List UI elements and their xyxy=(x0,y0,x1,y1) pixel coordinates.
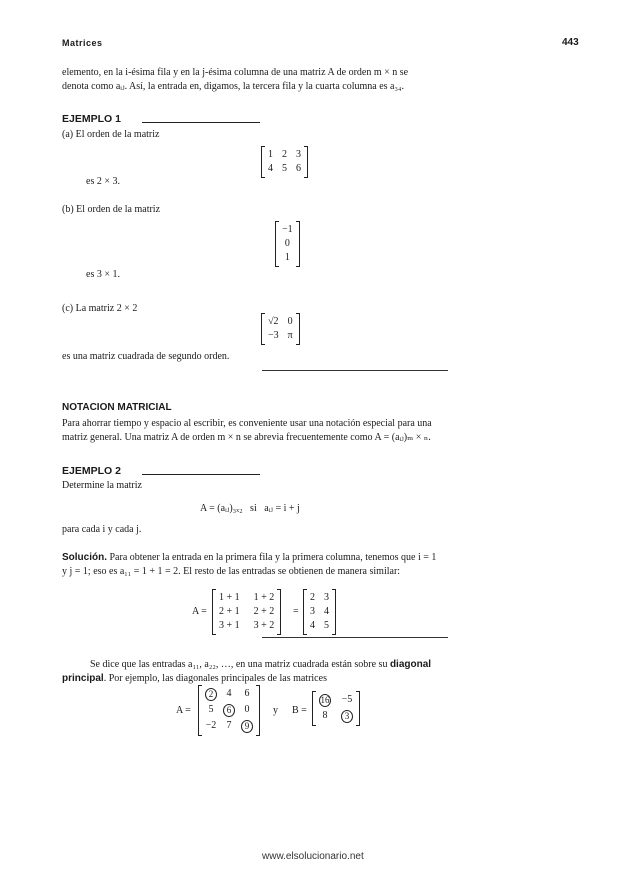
solucion-line-1 xyxy=(62,551,436,564)
matrix-b-lhs: B = xyxy=(292,705,307,716)
matrix-cell: 4 xyxy=(324,606,329,617)
ejemplo-2-para: para cada i y cada j. xyxy=(62,524,142,535)
sum-lhs: A = xyxy=(192,606,207,617)
diagonal-line-2 xyxy=(62,672,327,685)
left-bracket xyxy=(261,146,265,178)
diagonal-term: diagonal xyxy=(389,659,432,670)
matrix-cell: 1 + 2 xyxy=(253,592,275,603)
matrix-cell: 8 xyxy=(322,710,328,721)
matrix-cell: 3 + 2 xyxy=(253,620,275,631)
ejemplo-2-rule xyxy=(142,474,260,475)
matrix-cell: 1 xyxy=(284,252,290,263)
right-bracket xyxy=(277,589,281,635)
ejemplo-2-formula: A = (aᵢⱼ)₃ₓ₂ si aᵢⱼ = i + j xyxy=(200,503,300,514)
matrix-cell: −3 xyxy=(268,330,279,341)
footer-url: www.elsolucionario.net xyxy=(262,851,364,862)
matrix-cell: 4 xyxy=(310,620,315,631)
matrix-2x2 xyxy=(262,314,299,344)
matrix-cell: 2 xyxy=(205,688,217,701)
right-bracket xyxy=(304,146,308,178)
matrix-cell: 1 + 1 xyxy=(219,592,240,603)
left-bracket xyxy=(261,313,265,345)
left-bracket xyxy=(312,691,316,726)
matrix-cell: 16 xyxy=(320,695,330,705)
ejemplo-1a-label: (a) El orden de la matriz xyxy=(62,129,160,140)
matrix-cell: 4 xyxy=(268,163,273,174)
sum-matrix xyxy=(213,590,280,634)
left-bracket xyxy=(198,685,202,736)
ejemplo-2-prompt: Determine la matriz xyxy=(62,480,142,491)
notacion-line-1: Para ahorrar tiempo y espacio al escribir, es conveniente usar una notación especial para una xyxy=(62,418,432,429)
page-number: 443 xyxy=(562,37,579,48)
matrix-3x1 xyxy=(276,222,299,266)
matrix-cell: −2 xyxy=(205,720,217,731)
notacion-line-2: matriz general. Una matriz A de orden m × n se abrevia frecuentemente como A = (aᵢⱼ)ₘ × ₙ. xyxy=(62,432,431,443)
matrix-cell: 5 xyxy=(282,163,287,174)
ejemplo-1b-label: (b) El orden de la matriz xyxy=(62,204,161,215)
matrix-cell: 2 xyxy=(310,592,315,603)
left-bracket xyxy=(275,221,279,267)
left-bracket xyxy=(212,589,216,635)
diagonal-text-2b: . Por ejemplo, las diagonales principales de las matrices xyxy=(103,673,327,684)
matrix-cell: 2 + 2 xyxy=(253,606,275,617)
ejemplo-1c-result: es una matriz cuadrada de segundo orden. xyxy=(62,351,230,362)
diagonal-matrix-b xyxy=(313,692,359,725)
matrix-cell: 2 + 1 xyxy=(219,606,240,617)
ejemplo-1c-label: (c) La matriz 2 × 2 xyxy=(62,303,138,314)
matrix-cell: 6 xyxy=(223,704,235,717)
intro-line-1: elemento, en la i-ésima fila y en la j-ésima columna de una matriz A de orden m × n se xyxy=(62,67,409,78)
matrix-cell: 2 xyxy=(282,149,287,160)
matrix-cell: 5 xyxy=(324,620,329,631)
end-example-rule xyxy=(262,370,448,371)
matrix-cell: 0 xyxy=(287,316,293,327)
right-bracket xyxy=(296,313,300,345)
matrix-cell: 5 xyxy=(208,704,214,715)
matrix-cell: √2 xyxy=(268,316,279,327)
ejemplo-2-title: EJEMPLO 2 xyxy=(62,465,121,477)
intro-line-2: denota como aᵢⱼ. Así, la entrada en, digamos, la tercera fila y la cuarta columna es a₃₄. xyxy=(62,81,404,92)
right-bracket xyxy=(356,691,360,726)
solucion-label: Solución. xyxy=(62,552,107,563)
diagonal-text-1a: Se dice que las entradas a₁₁, a₂₂, …, en una matriz cuadrada están sobre su xyxy=(90,659,390,670)
matrix-cell: 7 xyxy=(226,720,232,731)
ejemplo-1-rule xyxy=(142,122,260,123)
matrix-cell: −1 xyxy=(282,224,293,235)
matrix-2x3 xyxy=(262,147,307,177)
matrix-cell: 6 xyxy=(296,163,301,174)
right-bracket xyxy=(332,589,336,635)
right-bracket xyxy=(296,221,300,267)
matrix-cell: 3 xyxy=(310,606,315,617)
solucion-text-1: Para obtener la entrada en la primera fila y la primera columna, tenemos que i = 1 xyxy=(107,552,437,563)
matrix-a-lhs: A = xyxy=(176,705,191,716)
running-header: Matrices xyxy=(62,38,103,48)
matrix-cell: 9 xyxy=(241,720,253,733)
matrix-cell: 0 xyxy=(284,238,290,249)
diagonal-line-1 xyxy=(90,658,431,671)
matrix-cell: −5 xyxy=(341,694,353,705)
matrix-cell: 3 + 1 xyxy=(219,620,240,631)
left-bracket xyxy=(303,589,307,635)
result-matrix xyxy=(304,590,335,634)
matrix-cell: 6 xyxy=(244,688,250,699)
end-example-2-rule xyxy=(262,637,448,638)
ejemplo-1a-result: es 2 × 3. xyxy=(86,176,120,187)
matrix-cell: 1 xyxy=(268,149,273,160)
diagonal-matrix-a xyxy=(199,686,259,735)
matrix-cell: 3 xyxy=(324,592,329,603)
principal-term: principal xyxy=(62,673,104,684)
matrix-cell: 4 xyxy=(226,688,232,699)
matrix-cell: 3 xyxy=(341,710,353,723)
solucion-line-2: y j = 1; eso es a₁₁ = 1 + 1 = 2. El resto de las entradas se obtienen de manera similar: xyxy=(62,566,401,577)
matrix-cell: π xyxy=(287,330,293,341)
matrix-cell: 3 xyxy=(296,149,301,160)
conjunction-y: y xyxy=(273,705,278,716)
ejemplo-1-title: EJEMPLO 1 xyxy=(62,113,121,125)
right-bracket xyxy=(256,685,260,736)
equals-sign: = xyxy=(293,606,299,617)
ejemplo-1b-result: es 3 × 1. xyxy=(86,269,120,280)
section-title-notacion: NOTACION MATRICIAL xyxy=(62,402,172,413)
matrix-cell: 0 xyxy=(244,704,250,715)
